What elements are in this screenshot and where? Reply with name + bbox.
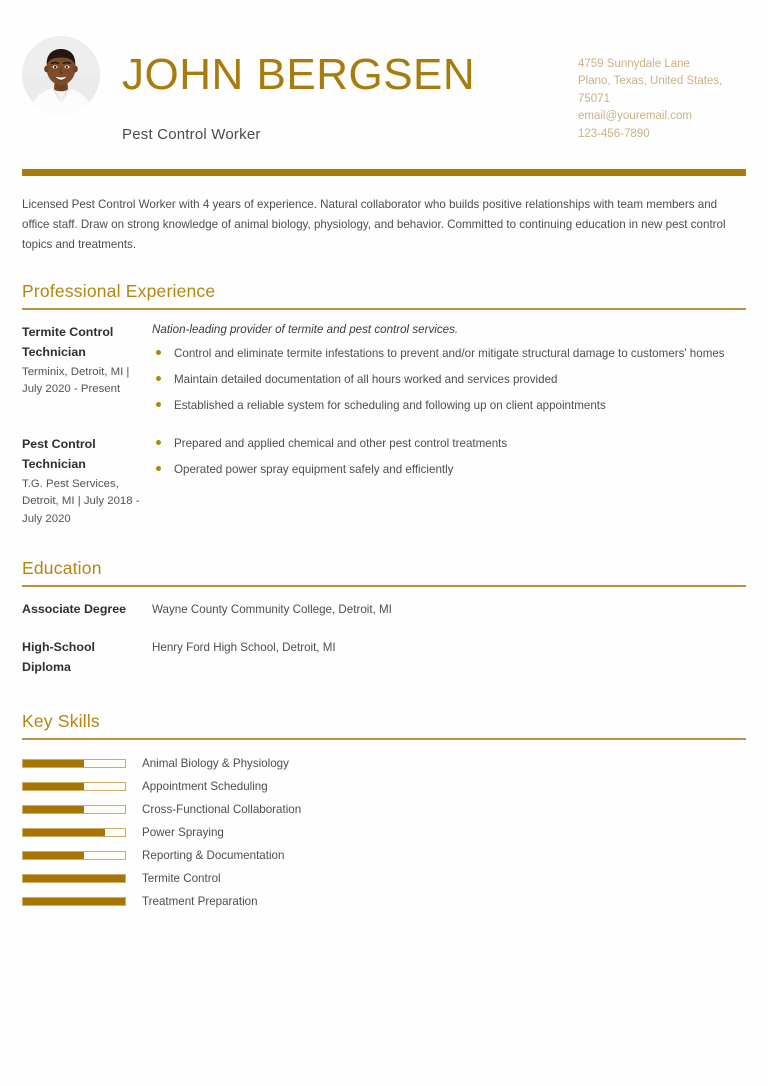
header-divider <box>22 169 746 176</box>
skill-label: Treatment Preparation <box>142 894 258 908</box>
skill-row <box>22 844 746 867</box>
skill-level-fill <box>23 875 125 882</box>
contact-phone[interactable]: 123-456-7890 <box>578 127 650 140</box>
experience-role: Termite Control Technician <box>22 324 114 359</box>
bullet-text: Prepared and applied chemical and other pest control treatments <box>174 436 508 450</box>
bullet-text: Established a reliable system for scheduling and following up on client appointments <box>174 398 606 412</box>
skill-row <box>22 821 746 844</box>
job-title: Pest Control Worker <box>122 126 261 143</box>
skill-level-bar <box>22 782 126 791</box>
education-school: Henry Ford High School, Detroit, MI <box>152 640 336 654</box>
experience-entry <box>22 322 746 414</box>
experience-bullet-list <box>152 435 746 478</box>
skill-row <box>22 890 746 913</box>
bullet-text: Maintain detailed documentation of all hours worked and services provided <box>174 372 558 386</box>
header-identity-block <box>22 36 578 143</box>
skill-row <box>22 798 746 821</box>
contact-address-line-1: 4759 Sunnydale Lane <box>578 58 690 70</box>
experience-entry <box>22 434 746 528</box>
skill-label: Appointment Scheduling <box>142 779 268 793</box>
experience-entry-left <box>22 434 152 528</box>
professional-summary: Licensed Pest Control Worker with 4 years of experience. Natural collaborator who builds positive relationships with team members and office staff. Draw on strong knowledge of animal biology, physiology, and behavior. Committed to continuing education in new pest control topics and treatments. <box>22 198 726 252</box>
contact-address-line-3: 75071 <box>578 92 610 105</box>
skill-level-fill <box>23 898 125 905</box>
skill-level-bar <box>22 759 126 768</box>
skill-level-bar <box>22 828 126 837</box>
list-item <box>152 397 746 414</box>
bullet-dot-icon <box>156 402 161 407</box>
skill-row <box>22 752 746 775</box>
skill-row <box>22 867 746 890</box>
experience-company-description: Nation-leading provider of termite and pest control services. <box>152 322 459 336</box>
section-title-experience: Professional Experience <box>22 281 216 302</box>
list-item <box>152 371 746 388</box>
skill-row <box>22 775 746 798</box>
bullet-dot-icon <box>156 466 161 471</box>
section-title-skills: Key Skills <box>22 710 100 731</box>
section-professional-experience <box>22 281 746 528</box>
education-entry <box>22 637 746 677</box>
bullet-text: Operated power spray equipment safely and efficiently <box>174 462 454 476</box>
bullet-dot-icon <box>156 440 161 445</box>
skill-label: Reporting & Documentation <box>142 848 285 862</box>
education-degree: High-School Diploma <box>22 639 95 674</box>
skill-level-bar <box>22 805 126 814</box>
bullet-dot-icon <box>156 376 161 381</box>
experience-entry-right <box>152 322 746 414</box>
section-education <box>22 558 746 677</box>
list-item <box>152 345 746 362</box>
skill-level-fill <box>23 829 105 836</box>
bullet-dot-icon <box>156 350 161 355</box>
section-divider-education <box>22 585 746 587</box>
page-title: JOHN BERGSEN <box>122 50 476 99</box>
experience-role: Pest Control Technician <box>22 436 96 472</box>
avatar-photo-icon <box>22 36 100 114</box>
skill-level-fill <box>23 783 84 790</box>
contact-email[interactable]: email@youremail.com <box>578 110 692 123</box>
skill-label: Power Spraying <box>142 825 224 839</box>
contact-block <box>578 36 746 143</box>
education-school: Wayne County Community College, Detroit, MI <box>152 602 392 616</box>
skill-label: Animal Biology & Physiology <box>142 756 289 770</box>
skill-level-bar <box>22 897 126 906</box>
experience-meta: T.G. Pest Services, Detroit, MI | July 2018 - July 2020 <box>22 478 140 525</box>
section-key-skills <box>22 711 746 913</box>
experience-meta: Terminix, Detroit, MI | July 2020 - Present <box>22 365 130 396</box>
skill-level-fill <box>23 852 84 859</box>
resume-header <box>22 0 746 143</box>
avatar <box>22 36 100 114</box>
education-degree: Associate Degree <box>22 601 126 616</box>
name-row <box>22 36 578 114</box>
experience-entry-left <box>22 322 152 414</box>
section-divider-experience <box>22 308 746 310</box>
section-divider-skills <box>22 738 746 740</box>
list-item <box>152 461 746 478</box>
education-entry <box>22 599 746 619</box>
skill-level-bar <box>22 851 126 860</box>
skills-list <box>22 752 746 913</box>
bullet-text: Control and eliminate termite infestations to prevent and/or mitigate structural damage to customers' homes <box>174 346 725 360</box>
skill-level-fill <box>23 806 84 813</box>
experience-bullet-list <box>152 345 746 414</box>
skill-level-bar <box>22 874 126 883</box>
experience-entry-right <box>152 434 746 528</box>
skill-label: Termite Control <box>142 871 221 885</box>
contact-address-line-2: Plano, Texas, United States, <box>578 75 723 88</box>
list-item <box>152 435 746 452</box>
skill-level-fill <box>23 760 84 767</box>
skill-label: Cross-Functional Collaboration <box>142 802 302 816</box>
section-title-education: Education <box>22 558 102 579</box>
